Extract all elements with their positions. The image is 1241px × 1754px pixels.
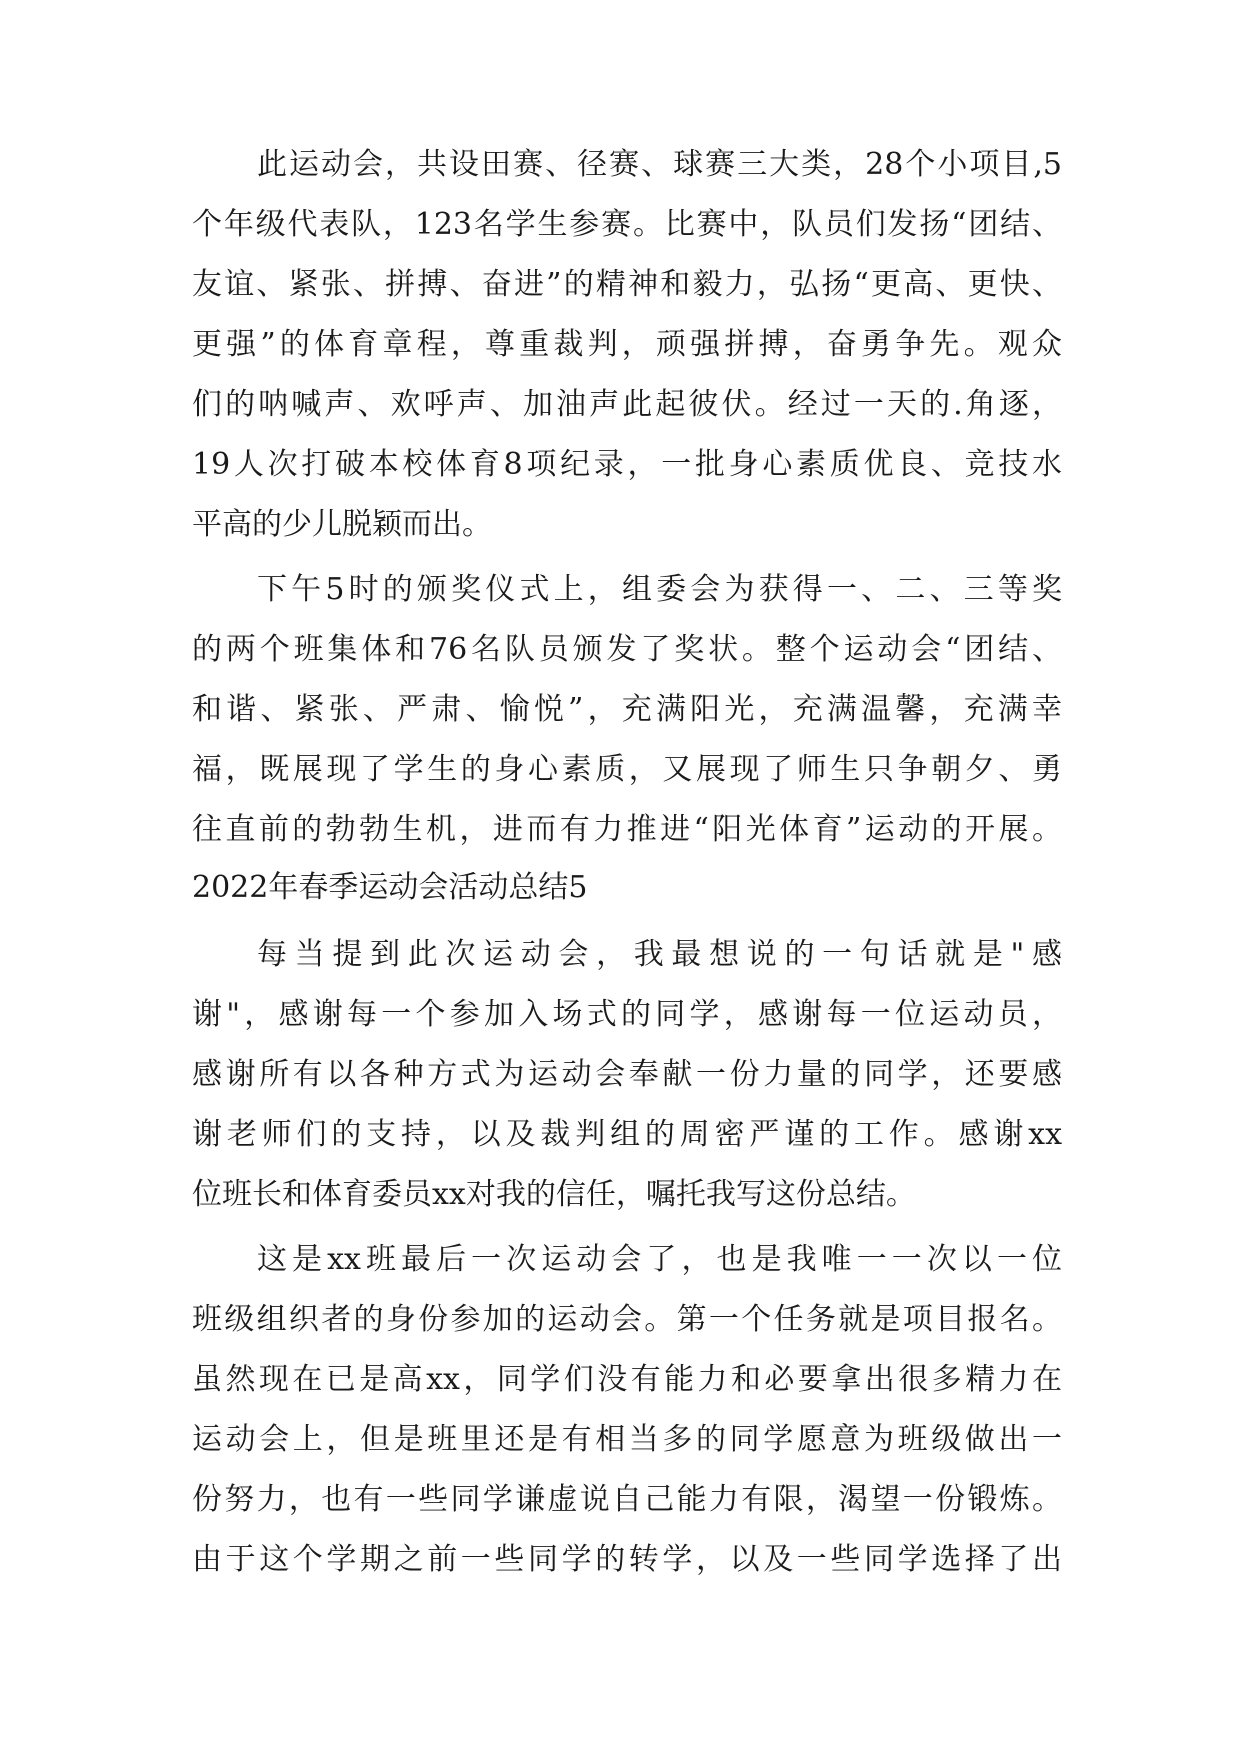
paragraph-line: 每当提到此次运动会，我最想说的一句话就是"感	[257, 937, 1062, 972]
paragraph-line: 虽然现在已是高xx，同学们没有能力和必要拿出很多精力在	[192, 1362, 1062, 1397]
paragraph-line: 份努力，也有一些同学谦虚说自己能力有限，渴望一份锻炼。	[192, 1482, 1062, 1517]
paragraph-line: 感谢所有以各种方式为运动会奉献一份力量的同学，还要感	[192, 1057, 1062, 1092]
paragraph-line: 班级组织者的身份参加的运动会。第一个任务就是项目报名。	[192, 1302, 1062, 1337]
paragraph-line: 位班长和体育委员xx对我的信任，嘱托我写这份总结。	[192, 1177, 916, 1212]
paragraph-line: 们的呐喊声、欢呼声、加油声此起彼伏。经过一天的.角逐，	[192, 387, 1062, 422]
paragraph-line: 往直前的勃勃生机，进而有力推进“阳光体育”运动的开展。	[192, 812, 1062, 847]
section-heading: 2022年春季运动会活动总结5	[192, 870, 588, 905]
paragraph-line: 19人次打破本校体育8项纪录，一批身心素质优良、竞技水	[192, 447, 1062, 482]
paragraph-line: 这是xx班最后一次运动会了，也是我唯一一次以一位	[257, 1242, 1062, 1277]
paragraph-line: 谢"，感谢每一个参加入场式的同学，感谢每一位运动员，	[192, 997, 1062, 1032]
paragraph-line: 此运动会，共设田赛、径赛、球赛三大类，28个小项目,5	[257, 147, 1062, 182]
paragraph-line: 福，既展现了学生的身心素质，又展现了师生只争朝夕、勇	[192, 752, 1062, 787]
paragraph-line: 平高的少儿脱颖而出。	[192, 507, 492, 542]
paragraph-line: 运动会上，但是班里还是有相当多的同学愿意为班级做出一	[192, 1422, 1062, 1457]
paragraph-line: 谢老师们的支持，以及裁判组的周密严谨的工作。感谢xx	[192, 1117, 1062, 1152]
paragraph-line: 友谊、紧张、拼搏、奋进”的精神和毅力，弘扬“更高、更快、	[192, 267, 1062, 302]
paragraph-line: 的两个班集体和76名队员颁发了奖状。整个运动会“团结、	[192, 632, 1062, 667]
paragraph-line: 下午5时的颁奖仪式上，组委会为获得一、二、三等奖	[257, 572, 1062, 607]
paragraph-line: 个年级代表队，123名学生参赛。比赛中，队员们发扬“团结、	[192, 207, 1062, 242]
paragraph-line: 由于这个学期之前一些同学的转学，以及一些同学选择了出	[192, 1542, 1062, 1577]
paragraph-line: 和谐、紧张、严肃、愉悦”，充满阳光，充满温馨，充满幸	[192, 692, 1062, 727]
paragraph-line: 更强”的体育章程，尊重裁判，顽强拼搏，奋勇争先。观众	[192, 327, 1062, 362]
